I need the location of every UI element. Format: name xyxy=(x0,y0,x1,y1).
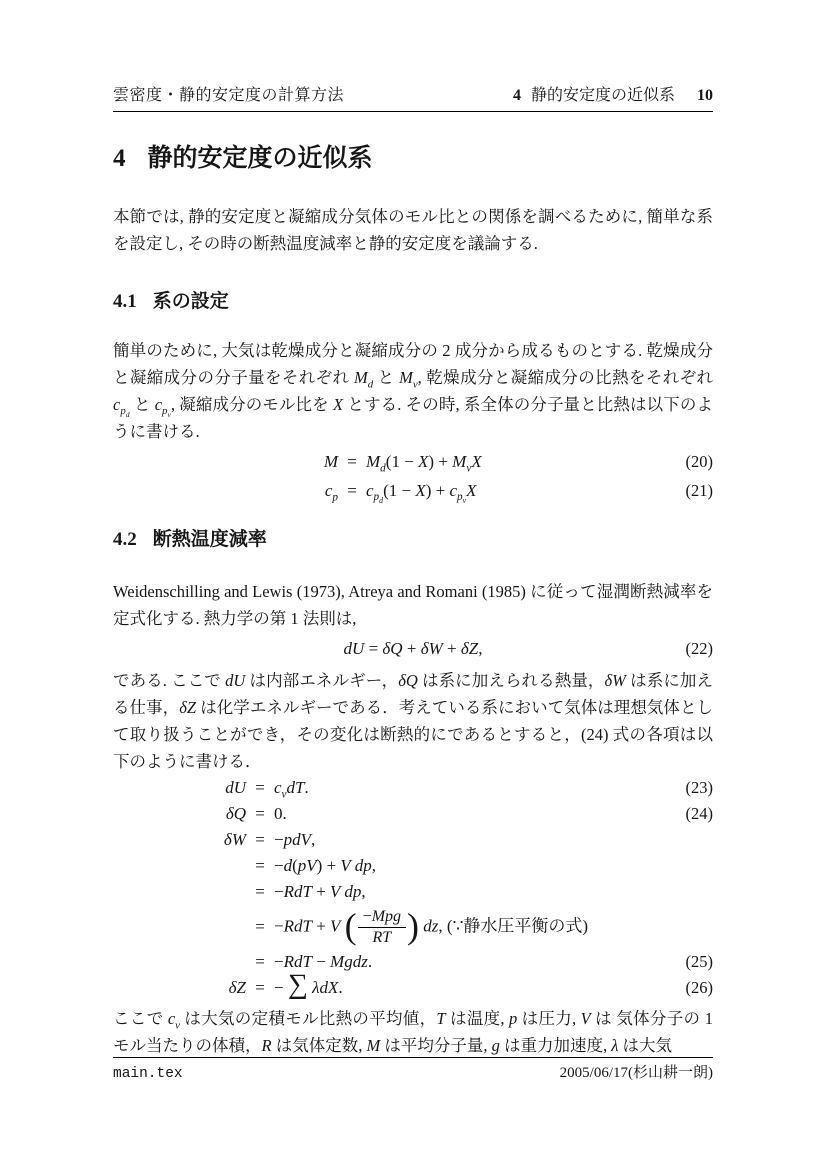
subsection-number-41: 4.1 xyxy=(113,291,137,312)
equation-20-number: (20) xyxy=(685,452,713,471)
equation-26-relation: = xyxy=(255,978,265,997)
page-header xyxy=(113,86,713,106)
equation-24 xyxy=(113,801,713,827)
subsection-42-paragraph-1: Weidenschilling and Lewis (1973), Atreya and Romani (1985) に従って湿潤断熱減率を定式化する. 熱力学の第 1 法則は, xyxy=(113,582,713,628)
equation-25-rhs-2: −d(pV) + V dp, xyxy=(274,856,376,875)
equation-20-lhs: M xyxy=(323,452,338,471)
footer-filename: main.tex xyxy=(113,1066,183,1082)
equation-22-number: (22) xyxy=(685,639,713,658)
header-page-number: 10 xyxy=(697,87,713,104)
equation-24-relation: = xyxy=(255,804,265,823)
equation-25-relation-2: = xyxy=(255,856,265,875)
subsection-title-42: 断熱温度減率 xyxy=(152,529,267,550)
header-section-number: 4 xyxy=(512,87,521,104)
equation-26-lhs: δZ xyxy=(228,978,246,997)
equation-23-lhs: dU xyxy=(225,778,246,797)
equation-25-line-2 xyxy=(113,853,713,879)
equation-26-number: (26) xyxy=(685,978,713,997)
subsection-number-42: 4.2 xyxy=(113,529,137,550)
subsection-41-paragraph: 簡単のために, 大気は乾燥成分と凝縮成分の 2 成分から成るものとする. 乾燥成分と凝縮成分の分子量をそれぞれ $M_d$ と $M_v$, 乾燥成分と凝縮成分の比熱をそれぞれ $c_{p_d}$ と $c_{p_v}$, 凝縮成分のモル比を X とする. その時, 系全体の分子量と比熱は以下のように書ける. xyxy=(113,341,714,441)
equation-24-lhs: δQ xyxy=(225,804,246,823)
subsection-heading-42 xyxy=(113,527,713,553)
equation-23 xyxy=(113,775,713,801)
equation-23-relation: = xyxy=(255,778,265,797)
equation-25-relation-1: = xyxy=(255,830,265,849)
equation-group-23-26 xyxy=(113,775,713,1001)
equation-25-fraction-pre: −RdT + V xyxy=(274,915,341,935)
footer-rule xyxy=(113,1057,713,1058)
equation-21-relation: = xyxy=(347,481,357,500)
equation-22 xyxy=(113,635,713,663)
equation-25-rhs-5: −RdT − Mgdz. xyxy=(274,952,373,971)
equation-26-rhs: − ∑ λdX. xyxy=(274,969,343,1000)
equation-25-relation-4: = xyxy=(255,917,265,936)
section-number: 4 xyxy=(113,145,126,172)
footer-date-author: 2005/06/17(杉山耕一朗) xyxy=(559,1065,713,1081)
equation-group-20-21 xyxy=(113,447,713,505)
section-heading xyxy=(113,142,713,175)
subsection-42-paragraph-3: ここで $c_v$ は大気の定積モル比熱の平均値，T は温度, p は圧力, V は 気体分子の 1 モル当たりの体積，R は気体定数, M は平均分子量, g は重力加速度, λ は大気 xyxy=(113,1009,714,1055)
subsection-title-41: 系の設定 xyxy=(152,291,229,312)
footer-row xyxy=(113,1064,713,1083)
equation-24-rhs: 0. xyxy=(274,804,287,823)
equation-25-rhs-1: −pdV, xyxy=(274,830,316,849)
fraction-numerator: −Mpg xyxy=(358,908,406,928)
equation-25-number: (25) xyxy=(685,952,713,971)
equation-21 xyxy=(113,476,713,505)
intro-paragraph: 本節では, 静的安定度と凝縮成分気体のモル比との関係を調べるために, 簡単な系を設定し, その時の断熱温度減率と静的安定度を議論する. xyxy=(113,207,713,253)
subsection-heading-41 xyxy=(113,289,713,315)
equation-24-number: (24) xyxy=(685,804,713,823)
equation-25-relation-5: = xyxy=(255,952,265,971)
equation-25-rhs-4 xyxy=(274,908,657,947)
equation-22-body: dU = δQ + δW + δZ, xyxy=(343,639,483,658)
left-parenthesis: ( xyxy=(344,906,357,946)
equation-25-line-3 xyxy=(113,879,713,905)
equation-25-line-5 xyxy=(113,949,713,975)
equation-21-lhs: $c_p$ xyxy=(324,481,338,504)
equation-23-number: (23) xyxy=(685,778,713,797)
subsection-42-paragraph-2: である. ここで dU は内部エネルギー，δQ は系に加えられる熱量，δW は系に加える仕事，δZ は化学エネルギーである．考えている系において気体は理想気体として取り扱うことができ，その変化は断熱的にであるとすると，(24) 式の各項は以下のように書ける． xyxy=(113,671,714,771)
equation-21-number: (21) xyxy=(685,481,713,500)
equation-25-line-1 xyxy=(113,827,713,853)
fraction xyxy=(358,908,406,947)
section-title: 静的安定度の近似系 xyxy=(147,144,373,172)
right-parenthesis: ) xyxy=(407,906,420,946)
header-section-ref xyxy=(513,86,713,106)
equation-26 xyxy=(113,969,713,1001)
equation-25-rhs-3: −RdT + V dp, xyxy=(274,882,366,901)
fraction-denominator: RT xyxy=(372,928,392,946)
header-running-title: 雲密度・静的安定度の計算方法 xyxy=(113,87,345,104)
equation-23-rhs: $c_vdT$. xyxy=(274,778,309,801)
header-section-title: 静的安定度の近似系 xyxy=(530,87,675,104)
page-footer xyxy=(113,1057,713,1083)
equation-21-rhs: $c_{p_d}(1 - X) + c_{p_v}X$ xyxy=(366,481,477,506)
equation-20-relation: = xyxy=(347,452,357,471)
equation-25-line-4-fraction xyxy=(113,905,713,949)
equation-25-fraction-post: dz, (∵静水圧平衡の式) xyxy=(423,915,589,935)
equation-25-relation-3: = xyxy=(255,882,265,901)
header-rule xyxy=(113,111,713,112)
equation-25-lhs: δW xyxy=(223,830,246,849)
equation-20-rhs: $M_d(1 - X) + M_vX$ xyxy=(366,452,482,475)
equation-20 xyxy=(113,447,713,476)
